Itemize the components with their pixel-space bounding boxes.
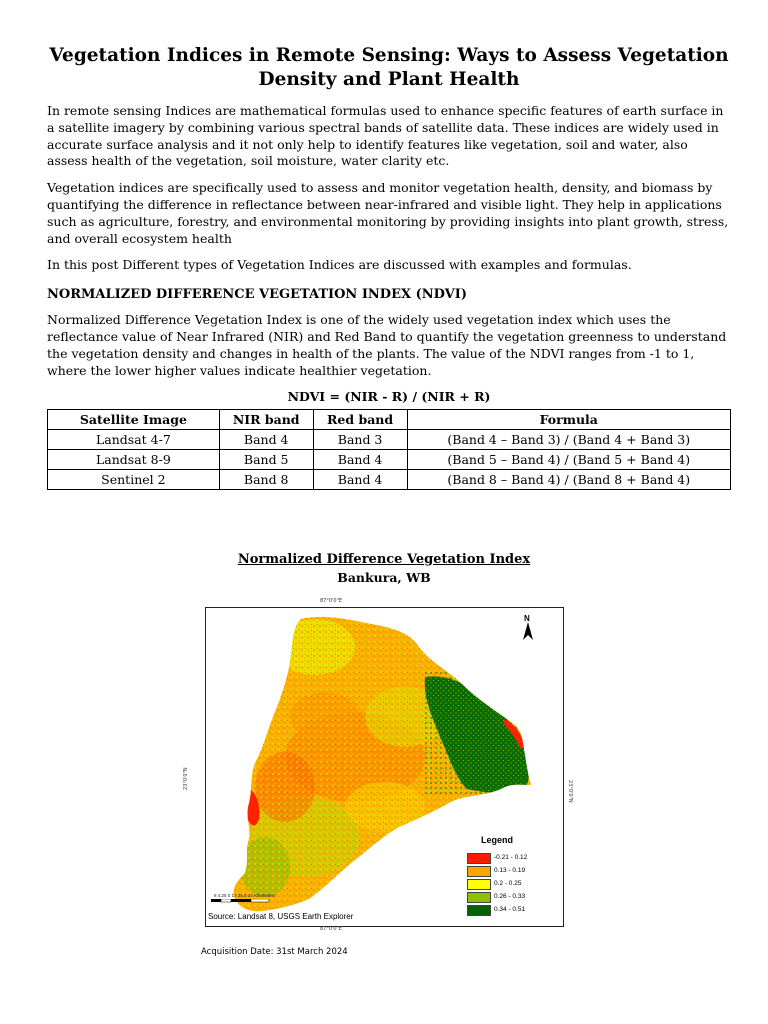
- map-subtitle: Bankura, WB: [337, 570, 431, 585]
- table-cell: (Band 4 – Band 3) / (Band 4 + Band 3): [407, 430, 730, 450]
- table-cell: Sentinel 2: [48, 470, 220, 490]
- legend-title: Legend: [481, 835, 514, 845]
- ndvi-heading: NORMALIZED DIFFERENCE VEGETATION INDEX (NDVI): [47, 287, 467, 303]
- document-page: [47, 0, 731, 490]
- table-cell: Band 4: [313, 470, 407, 490]
- document-title: Vegetation Indices in Remote Sensing: Ways to Assess Vegetation Density and Plant Health: [49, 45, 729, 90]
- table-cell: Band 5: [219, 450, 313, 470]
- table-cell: Band 3: [313, 430, 407, 450]
- map-source: Source: Landsat 8, USGS Earth Explorer: [208, 912, 354, 921]
- legend-swatch: [467, 892, 491, 903]
- acquisition-date: Acquisition Date: 31st March 2024: [201, 947, 348, 957]
- table-cell: Landsat 8-9: [48, 450, 220, 470]
- map-title: Normalized Difference Vegetation Index: [237, 552, 531, 567]
- ndvi-formula: NDVI = (NIR - R) / (NIR + R): [287, 389, 491, 405]
- table-header-cell: Satellite Image: [48, 410, 220, 430]
- table-header-cell: Formula: [407, 410, 730, 430]
- table-row: [48, 470, 731, 490]
- table-cell: (Band 5 – Band 4) / (Band 5 + Band 4): [407, 450, 730, 470]
- coord-top: 87°0'0"E: [320, 598, 343, 604]
- legend-label: 0.34 - 0.51: [494, 906, 526, 913]
- coord-bottom: 87°0'0"E: [320, 926, 343, 932]
- ndvi-paragraph: Normalized Difference Vegetation Index is one of the widely used vegetation index which uses the reflectance value of Near Infrared (NIR) and Red Band to quantify the vegetation greenness to understand the vegetation density and changes in health of the plants. The value of the NDVI ranges from -1 to 1, where the lower higher values indicate healthier vegetation.: [47, 312, 727, 378]
- legend-label: 0.2 - 0.25: [494, 880, 522, 887]
- table-row: [48, 430, 731, 450]
- scale-bar: [211, 899, 271, 904]
- table-row: [48, 450, 731, 470]
- scale-unit: Kilometers: [254, 893, 276, 898]
- legend-label: -0.21 - 0.12: [494, 854, 528, 861]
- vegetation-paragraph: Vegetation indices are specifically used to assess and monitor vegetation health, density, and biomass by quantifying the difference in reflectance between near-infrared and visible light. They help in applications such as agriculture, forestry, and environmental monitoring by providing insights into plant growth, stress, and overall ecosystem health: [47, 180, 729, 246]
- table-cell: Band 4: [313, 450, 407, 470]
- legend-swatch: [467, 866, 491, 877]
- post-summary-paragraph: In this post Different types of Vegetation Indices are discussed with examples and formulas.: [47, 257, 632, 273]
- legend-swatch: [467, 879, 491, 890]
- map-legend: [461, 831, 557, 917]
- coord-right: 23°0'0"N: [567, 780, 573, 803]
- table-cell: (Band 8 – Band 4) / (Band 8 + Band 4): [407, 470, 730, 490]
- legend-swatch: [467, 853, 491, 864]
- intro-paragraph: In remote sensing Indices are mathematical formulas used to enhance specific features of earth surface in a satellite imagery by combining various spectral bands of satellite data. These indices are widely used in accurate surface analysis and it not only help to identify features like vegetation, soil and water, also assess health of the vegetation, soil moisture, water clarity etc.: [47, 103, 724, 169]
- table-cell: Landsat 4-7: [48, 430, 220, 450]
- band-table: [47, 409, 731, 490]
- table-cell: Band 8: [219, 470, 313, 490]
- coord-left: 23°0'0"N: [183, 767, 189, 790]
- table-cell: Band 4: [219, 430, 313, 450]
- table-header-cell: NIR band: [219, 410, 313, 430]
- north-label: N: [524, 614, 530, 623]
- legend-label: 0.13 - 0.19: [494, 867, 526, 874]
- scale-labels: [214, 893, 275, 898]
- table-header-row: [48, 410, 731, 430]
- legend-label: 0.26 - 0.33: [494, 893, 526, 900]
- legend-swatch: [467, 905, 491, 916]
- scale-values: 8 4.25 0 17 25.5 34: [214, 893, 253, 898]
- table-header-cell: Red band: [313, 410, 407, 430]
